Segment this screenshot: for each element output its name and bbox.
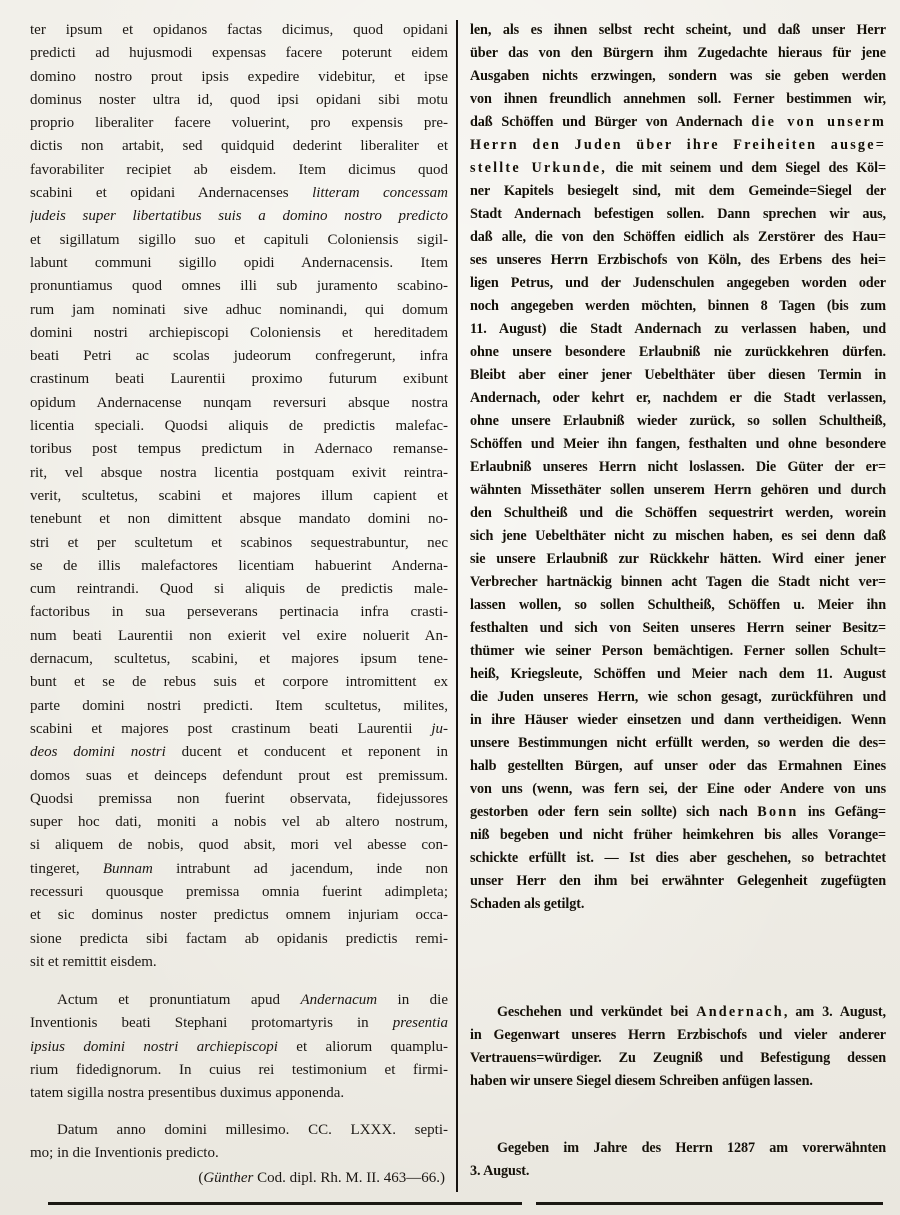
text-segment: verit, scultetus, scabini et majores illum capient et: [30, 487, 448, 504]
text-line: [30, 42, 448, 65]
text-line: [470, 548, 886, 571]
text-segment: 11. August) die Stadt Andernach zu verlassen haben, und: [470, 321, 886, 337]
text-segment: dictis non artabit, sed quidquid dederint liberaliter et: [30, 138, 448, 155]
text-line: [30, 89, 448, 112]
text-segment: rum jam nominati sive adhuc nominandi, qui domum: [30, 301, 448, 318]
text-segment: Actum et pronuntiatum apud: [57, 992, 301, 1009]
text-segment: cum reintrandi. Quod si aliquis de predictis male-: [30, 581, 448, 598]
text-line: [470, 410, 886, 433]
text-segment: recessuri quousque premissa omnia fuerint adimpleta;: [30, 883, 448, 900]
text-line: [470, 203, 886, 226]
text-line: [30, 555, 448, 578]
text-line: [30, 462, 448, 485]
text-segment: sit et remittit eisdem.: [30, 953, 157, 970]
text-segment: gestorben oder fern sein sollte) sich nach: [470, 804, 758, 820]
text-segment: ohne unsere Erlaubniß wieder zurück, so sollen Schultheiß,: [470, 413, 886, 429]
text-segment: wähnten Missethäter sollen unserem Herrn gehören und durch: [470, 482, 886, 498]
text-segment: ses unseres Herrn Erzbischofs von Köln, des Erbens des hei=: [470, 252, 886, 268]
text-segment: scabini et majores post crastinum beati Laurentii: [30, 720, 432, 737]
text-line: [30, 1059, 448, 1082]
text-segment: mo; in die Inventionis predicto.: [30, 1144, 219, 1161]
italic-text: Andernacum: [300, 992, 378, 1009]
text-segment: ins Gefäng=: [798, 804, 886, 820]
text-segment: die mit seinem und dem Siegel des Köl=: [607, 160, 886, 176]
text-line: [470, 755, 886, 778]
text-line: [470, 65, 886, 88]
text-segment: se de illis malefactores licentiam habuerint Anderna-: [30, 557, 448, 574]
text-line: [30, 951, 448, 974]
text-segment: factoribus in sua perseverans pertinacia infra crasti-: [30, 604, 448, 621]
italic-text: ipsius domini nostri archiepiscopi: [30, 1038, 278, 1055]
text-line: [470, 1024, 886, 1047]
text-segment: parte domini nostri predicti. Item scultetus, milites,: [30, 697, 448, 714]
text-segment: in ihre Häuser wieder einsetzen und dann vertheidigen. Wenn: [470, 712, 886, 728]
text-line: [30, 881, 448, 904]
text-line: [30, 788, 448, 811]
text-line: [30, 438, 448, 461]
text-segment: Inventionis beati Stephani protomartyris in: [30, 1015, 393, 1032]
text-line: [30, 578, 448, 601]
text-segment: unsere Bestimmungen nicht erfüllt werden, so werden die des=: [470, 735, 886, 751]
latin-text-column: [30, 19, 448, 1191]
text-line: [30, 1036, 448, 1059]
text-segment: Geschehen und verkündet bei: [497, 1004, 697, 1020]
text-line: [30, 834, 448, 857]
text-line: [470, 249, 886, 272]
text-segment: labunt communi sigillo opidi Andernacensis. Item: [30, 254, 448, 271]
text-segment: Cod. dipl. Rh. M. II. 463—66.): [253, 1170, 445, 1187]
latin-body-paragraph: [30, 19, 448, 974]
text-segment: daß alle, die von den Schöffen eidlich als Zerstörer des Hau=: [470, 229, 886, 245]
text-line: [470, 663, 886, 686]
text-line: [30, 811, 448, 834]
text-line: [470, 364, 886, 387]
text-segment: et aliorum quamplu-: [277, 1038, 448, 1055]
text-segment: domino nostro prout ipsis expedire videbitur, et ipse: [30, 68, 448, 85]
text-line: [470, 19, 886, 42]
text-segment: len, als es ihnen selbst recht scheint, und daß unser Herr: [470, 22, 886, 38]
text-segment: opidum Andernacense nunqam reversuri absque nostra: [30, 394, 448, 411]
text-line: [470, 318, 886, 341]
text-segment: sie unsere Erlaubniß zur Rückkehr hätten. Wird einer jener: [470, 551, 886, 567]
text-line: [30, 392, 448, 415]
text-segment: thümer wie seiner Person bemächtigen. Ferner sollen Schult=: [470, 643, 886, 659]
text-line: [30, 1012, 448, 1035]
text-segment: scabini et opidani Andernacenses: [30, 185, 313, 202]
text-segment: Ausgaben nichts erzwingen, sondern was sie geben werden: [470, 68, 886, 84]
text-line: [30, 252, 448, 275]
text-line: [470, 1070, 886, 1093]
latin-actum-paragraph: [30, 989, 448, 1105]
text-segment: ter ipsum et opidanos factas dicimus, quod opidani: [30, 22, 448, 38]
text-line: [470, 341, 886, 364]
text-line: [30, 19, 448, 42]
text-segment: (: [198, 1170, 204, 1187]
text-segment: rium fidedignorum. In cuius rei testimonium et firmi-: [30, 1062, 448, 1079]
text-segment: Quodsi premissa non fuerint observata, fidejussores: [30, 790, 448, 807]
text-line: [470, 594, 886, 617]
text-line: [470, 732, 886, 755]
text-segment: von ihnen freundlich annehmen soll. Ferner bestimmen wir,: [470, 91, 886, 107]
text-segment: die Juden unseres Herrn, wie schon gesagt, zurückführen und: [470, 689, 886, 705]
letterspaced-text: die von unserm: [751, 114, 886, 130]
text-segment: in Gegenwart unseres Herrn Erzbischofs und vieler anderer: [470, 1027, 886, 1043]
text-line: [30, 299, 448, 322]
text-line: [470, 456, 886, 479]
text-line: [30, 718, 448, 741]
text-segment: ner Kapitels besiegelt sind, mit dem Gemeinde=Siegel der: [470, 183, 886, 199]
italic-text: Bunnam: [102, 860, 153, 877]
text-segment: heiß, Kriegsleute, Schöffen und Meier nach dem 11. August: [470, 666, 886, 682]
text-segment: super hoc dati, moniti a nobis vel ab altero nostrum,: [30, 814, 448, 831]
german-text-column: [470, 19, 886, 1183]
italic-text: ju-: [431, 720, 448, 737]
text-line: [470, 801, 886, 824]
text-segment: daß Schöffen und Bürger von Andernach: [470, 114, 752, 130]
text-segment: halb gestellten Bürgen, auf unser oder das Ermahnen Eines: [470, 758, 886, 774]
letterspaced-text: Bonn: [757, 804, 799, 820]
text-segment: Bleibt aber einer jener Uebelthäter über diesen Termin in: [470, 367, 886, 383]
text-segment: predicti ad hujusmodi expensas facere poterunt eidem: [30, 45, 448, 62]
italic-text: judeis super libertatibus suis a domino nostro predicto: [30, 208, 448, 225]
text-segment: in die: [377, 992, 448, 1009]
text-segment: num beati Laurentii non exierit vel exire noluerit An-: [30, 627, 448, 644]
text-segment: proprio liberaliter facere voluerint, pro expensis pre-: [30, 115, 448, 132]
text-line: [470, 709, 886, 732]
text-line: [470, 180, 886, 203]
text-line: [30, 671, 448, 694]
text-line: [470, 387, 886, 410]
text-segment: den Schultheiß und die Schöffen sequestrirt werden, worein: [470, 505, 886, 521]
text-segment: crastinum beati Laurentii proximo futurum exibunt: [30, 371, 448, 388]
text-line: [30, 135, 448, 158]
text-line: [470, 778, 886, 801]
text-line: [30, 858, 448, 881]
text-segment: domos suas et deinceps defendunt prout est premissum.: [30, 767, 448, 784]
text-segment: pronuntiamus quod omnes illi sub juramento scabino-: [30, 278, 448, 295]
text-line: [470, 1160, 886, 1183]
text-segment: Vertrauens=würdiger. Zu Zeugniß und Befestigung dessen: [470, 1050, 886, 1066]
text-line: [470, 226, 886, 249]
text-line: [470, 847, 886, 870]
text-line: [470, 502, 886, 525]
text-line: [470, 1047, 886, 1070]
text-segment: , am 3. August,: [783, 1004, 886, 1020]
text-segment: sione predicta sibi factam ab opidanis predictis remi-: [30, 930, 448, 947]
text-segment: von uns (wenn, was fern sei, der Eine oder Andere von uns: [470, 781, 886, 797]
letterspaced-text: stellte Urkunde,: [470, 160, 608, 176]
text-line: [30, 695, 448, 718]
italic-text: Günther: [203, 1170, 254, 1187]
text-line: [30, 1167, 448, 1190]
text-segment: Schaden als getilgt.: [470, 896, 585, 912]
text-line: [30, 275, 448, 298]
text-line: [470, 42, 886, 65]
text-segment: Stadt Andernach befestigen sollen. Dann sprechen wir aus,: [470, 206, 886, 222]
text-segment: tatem sigilla nostra presentibus duximus apponenda.: [30, 1085, 345, 1102]
text-line: [470, 88, 886, 111]
letterspaced-text: Andernach: [696, 1004, 784, 1020]
text-line: [470, 893, 886, 916]
text-line: [30, 205, 448, 228]
text-segment: lassen wollen, so sollen Schultheiß, Schöffen u. Meier ihn: [470, 597, 886, 613]
text-segment: bunt et se de rebus suis et corpore intromittent ex: [30, 674, 448, 691]
text-line: [470, 1001, 886, 1024]
text-line: [470, 1137, 886, 1160]
bottom-rule-right: [536, 1202, 883, 1205]
text-line: [470, 479, 886, 502]
text-segment: 3. August.: [470, 1163, 530, 1179]
text-line: [30, 741, 448, 764]
text-segment: unser Herr den ihm bei erwähnter Gelegenheit zugefügten: [470, 873, 886, 889]
text-segment: dominus noster ultra id, quod ipsi opidani sibi motu: [30, 91, 448, 108]
text-segment: favorabiliter recipiet ab eisdem. Item dicimus quod: [30, 161, 448, 178]
text-line: [30, 368, 448, 391]
text-line: [30, 182, 448, 205]
text-segment: schickte erfüllt ist. — Ist dies aber geschehen, so betrachtet: [470, 850, 886, 866]
latin-datum-paragraph: [30, 1119, 448, 1166]
text-segment: sich jene Uebelthäter nicht zu mischen haben, es sei denn daß: [470, 528, 886, 544]
text-line: [470, 870, 886, 893]
text-line: [470, 824, 886, 847]
text-line: [30, 1082, 448, 1105]
text-line: [30, 345, 448, 368]
text-segment: Gegeben im Jahre des Herrn 1287 am vorerwähnten: [497, 1140, 886, 1156]
text-line: [30, 532, 448, 555]
text-segment: Verbrecher hartnäckig binnen acht Tagen die Stadt nicht ver=: [470, 574, 886, 590]
text-segment: licentia speciali. Quodsi aliquis de predictis malefac-: [30, 418, 448, 435]
letterspaced-text: Herrn den Juden über ihre Freiheiten ausge=: [470, 137, 886, 153]
source-citation: [30, 1167, 448, 1190]
text-line: [30, 508, 448, 531]
text-segment: et sic dominus noster predictus omnem injuriam occa-: [30, 907, 448, 924]
text-segment: intrabunt ad jacendum, inde non: [152, 860, 448, 877]
text-line: [470, 525, 886, 548]
text-line: [30, 989, 448, 1012]
text-line: [30, 648, 448, 671]
text-segment: stri et per scultetum et scabinos sequestrabuntur, nec: [30, 534, 448, 551]
text-segment: ohne unsere besondere Erlaubniß nie zurückkehren dürfen.: [470, 344, 886, 360]
text-line: [30, 485, 448, 508]
german-body-paragraph: [470, 19, 886, 916]
text-line: [470, 295, 886, 318]
text-segment: rit, vel absque nostra licentia postquam exivit reintra-: [30, 464, 448, 481]
text-segment: Andernach, oder kehrt er, nachdem er die Stadt verlassen,: [470, 390, 886, 406]
text-line: [30, 765, 448, 788]
text-line: [470, 111, 886, 134]
text-line: [30, 415, 448, 438]
text-line: [30, 625, 448, 648]
text-segment: festhalten und sich von Seiten unseres Herrn seiner Besitz=: [470, 620, 886, 636]
italic-text: presentia: [392, 1015, 448, 1032]
text-line: [470, 571, 886, 594]
text-line: [470, 686, 886, 709]
text-line: [30, 1119, 448, 1142]
italic-text: litteram concessam: [312, 185, 448, 202]
text-line: [30, 904, 448, 927]
text-segment: domini nostri archiepiscopi Coloniensis et hereditadem: [30, 324, 448, 341]
text-segment: tingeret,: [30, 860, 103, 877]
text-line: [30, 159, 448, 182]
text-line: [470, 272, 886, 295]
text-segment: haben wir unsere Siegel diesem Schreiben anfügen lassen.: [470, 1073, 813, 1089]
bottom-rule-left: [48, 1202, 522, 1205]
column-divider-rule: [456, 20, 458, 1192]
text-segment: toribus post tempus predictum in Adernaco remanse-: [30, 441, 448, 458]
text-segment: tenebunt et non dimittent absque mandato domini no-: [30, 511, 448, 528]
text-line: [30, 229, 448, 252]
text-segment: niß begeben und nicht früher heimkehren bis alles Vorange=: [470, 827, 886, 843]
text-segment: si aliquem de nobis, quod absit, mori vel abesse con-: [30, 837, 448, 854]
german-gegeben-paragraph: [470, 1137, 886, 1183]
italic-text: deos domini nostri: [30, 744, 166, 761]
text-line: [30, 322, 448, 345]
text-segment: noch angegeben werden möchten, binnen 8 Tagen (bis zum: [470, 298, 886, 314]
text-line: [30, 1142, 448, 1165]
text-line: [30, 928, 448, 951]
text-segment: Schöffen und Meier ihn fangen, festhalten und ohne besondere: [470, 436, 886, 452]
text-line: [470, 640, 886, 663]
text-segment: et sigillatum sigillo suo et capituli Coloniensis sigil-: [30, 231, 448, 248]
text-segment: über das von den Bürgern ihm Zugedachte hieraus für jene: [470, 45, 886, 61]
text-segment: Datum anno domini millesimo. CC. LXXX. septi-: [57, 1121, 448, 1138]
german-geschehen-paragraph: [470, 1001, 886, 1093]
text-line: [470, 134, 886, 157]
text-segment: dernacum, scultetus, scabini, et majores ipsum tene-: [30, 651, 448, 668]
text-line: [30, 112, 448, 135]
text-segment: Erlaubniß unseres Herrn nicht loslassen. Die Güter der er=: [470, 459, 886, 475]
text-segment: beati Petri ac scolas judeorum confregerunt, infra: [30, 348, 448, 365]
text-line: [30, 66, 448, 89]
text-line: [470, 157, 886, 180]
text-segment: ducent et conducent et reponent in: [165, 744, 448, 761]
text-segment: ligen Petrus, und der Judenschulen angegeben worden oder: [470, 275, 886, 291]
text-line: [470, 433, 886, 456]
text-line: [30, 601, 448, 624]
text-line: [470, 617, 886, 640]
